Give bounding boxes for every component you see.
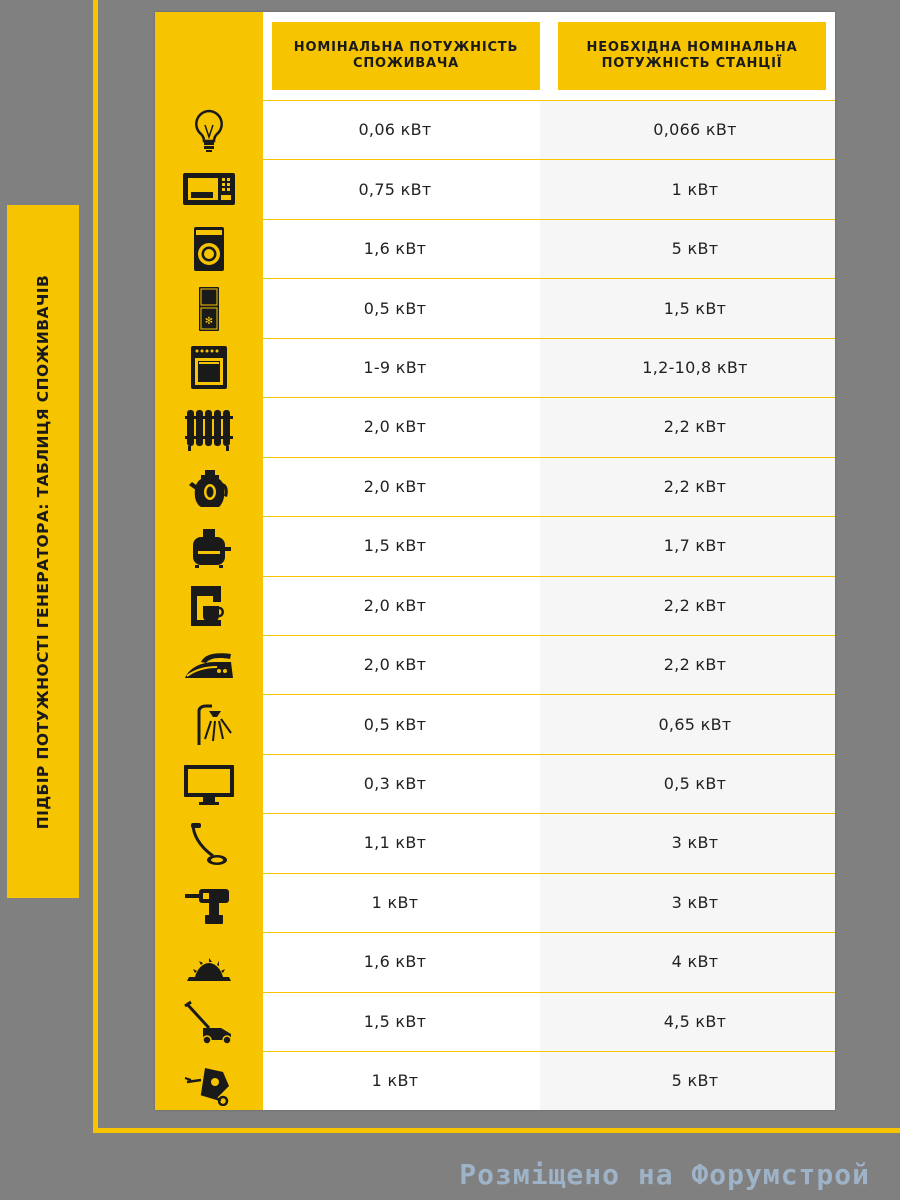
station-power-cell: 5 кВт (671, 239, 719, 259)
table-row (155, 457, 835, 516)
circular-saw-icon (155, 932, 263, 991)
table-row (155, 278, 835, 337)
consumer-power-cell: 1 кВт (371, 892, 419, 912)
table-row (155, 1051, 835, 1110)
station-power-cell: 0,5 кВт (663, 774, 727, 794)
drill-icon (155, 873, 263, 932)
table-row (155, 100, 835, 159)
table-row (155, 635, 835, 694)
oven-icon (155, 338, 263, 397)
lawn-mower-icon (181, 996, 237, 1046)
station-power-cell: 1,7 кВт (663, 536, 727, 556)
header-station-line2: ПОТУЖНІСТЬ СТАНЦІЇ (601, 56, 783, 71)
metal-detector-icon (155, 813, 263, 872)
consumer-power-cell: 0,5 кВт (363, 298, 427, 318)
table-row (155, 873, 835, 932)
iron-icon (155, 635, 263, 694)
consumer-power-cell: 0,3 кВт (363, 774, 427, 794)
table-row (155, 694, 835, 753)
toaster-icon (181, 521, 237, 571)
table-row (155, 338, 835, 397)
microwave-icon (181, 164, 237, 214)
shower-icon (155, 694, 263, 753)
consumer-power-cell: 1,6 кВт (363, 952, 427, 972)
toaster-icon (155, 516, 263, 575)
station-power-cell: 3 кВт (671, 833, 719, 853)
tv-icon (155, 754, 263, 813)
station-power-cell: 0,066 кВт (653, 120, 737, 140)
oven-icon (181, 342, 237, 392)
station-power-cell: 2,2 кВт (663, 595, 727, 615)
header-consumer-power (272, 22, 540, 90)
station-power-cell: 2,2 кВт (663, 655, 727, 675)
station-power-cell: 1,5 кВт (663, 298, 727, 318)
table-row (155, 813, 835, 872)
table-row (155, 754, 835, 813)
station-power-cell: 0,65 кВт (658, 714, 732, 734)
header-station-line1: НЕОБХІДНА НОМІНАЛЬНА (586, 40, 798, 55)
header-consumer-line2: СПОЖИВАЧА (352, 56, 459, 71)
microwave-icon (155, 159, 263, 218)
coffee-maker-icon (181, 580, 237, 630)
consumer-power-cell: 0,5 кВт (363, 714, 427, 734)
frame-line-horizontal (93, 1128, 900, 1133)
consumer-power-cell: 1,5 кВт (363, 1011, 427, 1031)
station-power-cell: 1 кВт (671, 179, 719, 199)
svg-text:✻: ✻ (204, 316, 214, 328)
table-row (155, 992, 835, 1051)
station-power-cell: 1,2-10,8 кВт (642, 357, 748, 377)
watermark: Розміщено на Форумстрой (459, 1158, 870, 1191)
station-power-cell: 2,2 кВт (663, 476, 727, 496)
table-row (155, 576, 835, 635)
table-row (155, 219, 835, 278)
consumer-power-cell: 1 кВт (371, 1071, 419, 1091)
consumer-power-cell: 0,75 кВт (358, 179, 432, 199)
side-title-tab (7, 205, 79, 898)
radiator-icon (181, 402, 237, 452)
washing-machine-icon (155, 219, 263, 278)
metal-detector-icon (181, 818, 237, 868)
concrete-mixer-icon (155, 1051, 263, 1110)
consumer-power-cell: 2,0 кВт (363, 417, 427, 437)
consumer-power-cell: 2,0 кВт (363, 655, 427, 675)
fridge-icon (181, 283, 237, 333)
fridge-icon (155, 278, 263, 337)
station-power-cell: 4 кВт (671, 952, 719, 972)
consumer-power-cell: 1,1 кВт (363, 833, 427, 853)
kettle-icon (155, 457, 263, 516)
station-power-cell: 3 кВт (671, 892, 719, 912)
table-body (155, 100, 835, 1110)
header-station-power (558, 22, 826, 90)
lawn-mower-icon (155, 992, 263, 1051)
consumer-power-cell: 2,0 кВт (363, 476, 427, 496)
header-consumer-line1: НОМІНАЛЬНА ПОТУЖНІСТЬ (293, 40, 519, 55)
kettle-icon (181, 461, 237, 511)
side-title: ПІДБІР ПОТУЖНОСТІ ГЕНЕРАТОРА: ТАБЛИЦЯ СПОЖИВАЧІВ (34, 274, 52, 829)
consumer-power-cell: 1,6 кВт (363, 239, 427, 259)
consumer-power-cell: 0,06 кВт (358, 120, 432, 140)
shower-icon (181, 699, 237, 749)
drill-icon (181, 877, 237, 927)
table-row (155, 397, 835, 456)
consumer-power-cell: 1-9 кВт (363, 357, 427, 377)
light-bulb-icon (155, 100, 263, 159)
tv-icon (181, 759, 237, 809)
table-row (155, 516, 835, 575)
table-row (155, 159, 835, 218)
concrete-mixer-icon (181, 1056, 237, 1106)
radiator-icon (155, 397, 263, 456)
consumer-power-cell: 2,0 кВт (363, 595, 427, 615)
power-table (155, 12, 835, 1110)
iron-icon (181, 640, 237, 690)
washing-machine-icon (181, 224, 237, 274)
circular-saw-icon (181, 937, 237, 987)
light-bulb-icon (181, 105, 237, 155)
station-power-cell: 2,2 кВт (663, 417, 727, 437)
station-power-cell: 4,5 кВт (663, 1011, 727, 1031)
table-row (155, 932, 835, 991)
station-power-cell: 5 кВт (671, 1071, 719, 1091)
coffee-maker-icon (155, 576, 263, 635)
frame-line-vertical (93, 0, 98, 1133)
consumer-power-cell: 1,5 кВт (363, 536, 427, 556)
